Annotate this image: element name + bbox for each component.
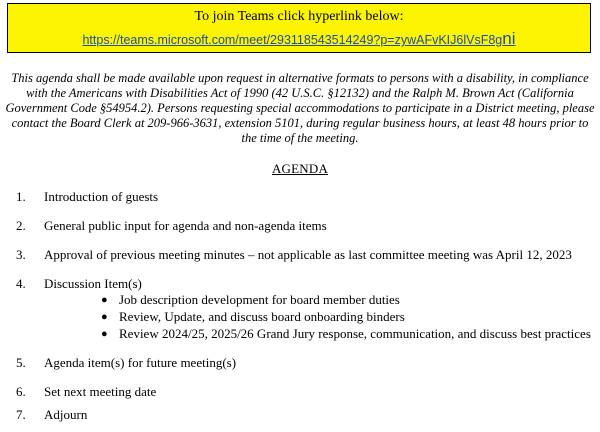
teams-meeting-url-tail[interactable]: ni: [502, 29, 516, 48]
agenda-item-text: Set next meeting date: [44, 384, 157, 399]
discussion-bullet-text: Job description development for board member duties: [119, 292, 400, 307]
accessibility-notice: This agenda shall be made available upon request in alternative formats to persons with a disability, in compliance with the Americans with Disabilities Act of 1990 (42 U.S.C. §12132) and the Ralph M. Brown Act (California Government Code §54954.2). Persons requesting special accommodations to participate in a District meeting, please contact the Board Clerk at 209-966-3631, extension 5101, during regular business hours, at least 48 hours prior to the time of the meeting.: [5, 71, 595, 145]
agenda-item-number: 1.: [16, 189, 26, 204]
agenda-item-number: 2.: [16, 218, 26, 233]
agenda-heading: AGENDA: [271, 161, 329, 176]
agenda-item-text: General public input for agenda and non-agenda items: [44, 218, 327, 233]
bullet-icon: ●: [101, 311, 108, 323]
bullet-icon: ●: [101, 294, 108, 306]
teams-meeting-url[interactable]: https://teams.microsoft.com/meet/293118543514249?p=zywAFvKIJ6lVsF8g: [82, 33, 503, 47]
discussion-bullet-text: Review 2024/25, 2025/26 Grand Jury response, communication, and discuss best practices: [119, 326, 591, 341]
teams-join-title: To join Teams click hyperlink below:: [194, 9, 404, 24]
teams-join-box: [7, 3, 591, 53]
agenda-item-text: Agenda item(s) for future meeting(s): [44, 355, 237, 370]
agenda-item-text: Adjourn: [44, 407, 88, 422]
agenda-item-number: 3.: [16, 247, 26, 262]
discussion-bullet-text: Review, Update, and discuss board onboarding binders: [119, 309, 405, 324]
agenda-item-text: Approval of previous meeting minutes – not applicable as last committee meeting was April 12, 2023: [44, 247, 572, 262]
agenda-item-number: 4.: [16, 276, 26, 291]
agenda-item-number: 6.: [16, 384, 26, 399]
agenda-item-text: Introduction of guests: [44, 189, 159, 204]
agenda-item-text: Discussion Item(s): [44, 276, 142, 291]
agenda-item-number: 7.: [16, 407, 26, 422]
teams-meeting-link[interactable]: [8, 31, 590, 48]
bullet-icon: ●: [101, 328, 108, 340]
agenda-item-number: 5.: [16, 355, 26, 370]
